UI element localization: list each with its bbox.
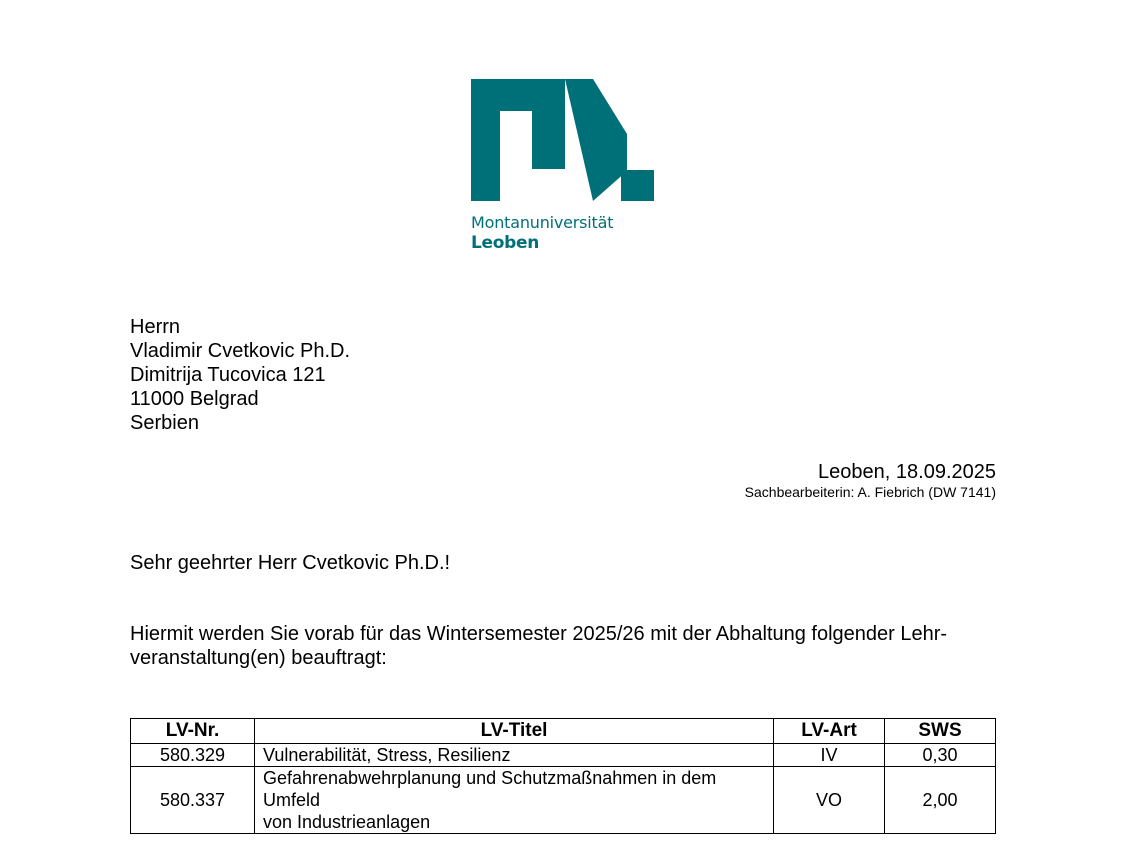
course-type: VO — [774, 767, 885, 834]
recipient-country: Serbien — [130, 412, 199, 434]
course-number: 580.337 — [131, 767, 255, 834]
course-title — [255, 744, 774, 767]
course-sws: 2,00 — [885, 767, 996, 834]
course-title-line: Vulnerabilität, Stress, Resilienz — [263, 745, 511, 765]
clerk-reference: Sachbearbeiterin: A. Fiebrich (DW 7141) — [744, 484, 996, 500]
table-row — [131, 744, 996, 767]
letter-greeting: Sehr geehrter Herr Cvetkovic Ph.D.! — [130, 552, 451, 574]
place-date: Leoben, 18.09.2025 — [818, 461, 996, 483]
university-wordmark — [471, 213, 613, 253]
letter-intro-paragraph — [130, 622, 996, 670]
intro-line-1: Hiermit werden Sie vorab für das Wintersemester 2025/26 mit der Abhaltung folgender Lehr- — [130, 623, 948, 645]
intro-line-2: veranstaltung(en) beauftragt: — [130, 647, 387, 669]
recipient-street: Dimitrija Tucovica 121 — [130, 364, 326, 386]
course-sws: 0,30 — [885, 744, 996, 767]
header-lv-art: LV-Art — [774, 719, 885, 744]
recipient-city: 11000 Belgrad — [130, 388, 259, 410]
table-header-row — [131, 719, 996, 744]
course-number: 580.329 — [131, 744, 255, 767]
recipient-salutation-line: Herrn — [130, 316, 181, 338]
university-name-line1: Montanuniversität — [471, 213, 614, 232]
montanuniversitaet-m-logo-icon — [471, 79, 654, 201]
date-block — [745, 460, 996, 500]
recipient-address — [130, 315, 350, 435]
course-type: IV — [774, 744, 885, 767]
header-sws: SWS — [885, 719, 996, 744]
university-name-line2: Leoben — [471, 233, 540, 253]
recipient-name: Vladimir Cvetkovic Ph.D. — [130, 340, 351, 362]
table-row — [131, 767, 996, 834]
header-lv-nr: LV-Nr. — [131, 719, 255, 744]
course-title-line: Gefahrenabwehrplanung und Schutzmaßnahmen in dem Umfeld — [263, 768, 717, 810]
courses-table — [130, 718, 996, 834]
course-title-line: von Industrieanlagen — [263, 812, 431, 832]
header-lv-titel: LV-Titel — [255, 719, 774, 744]
course-title — [255, 767, 774, 834]
